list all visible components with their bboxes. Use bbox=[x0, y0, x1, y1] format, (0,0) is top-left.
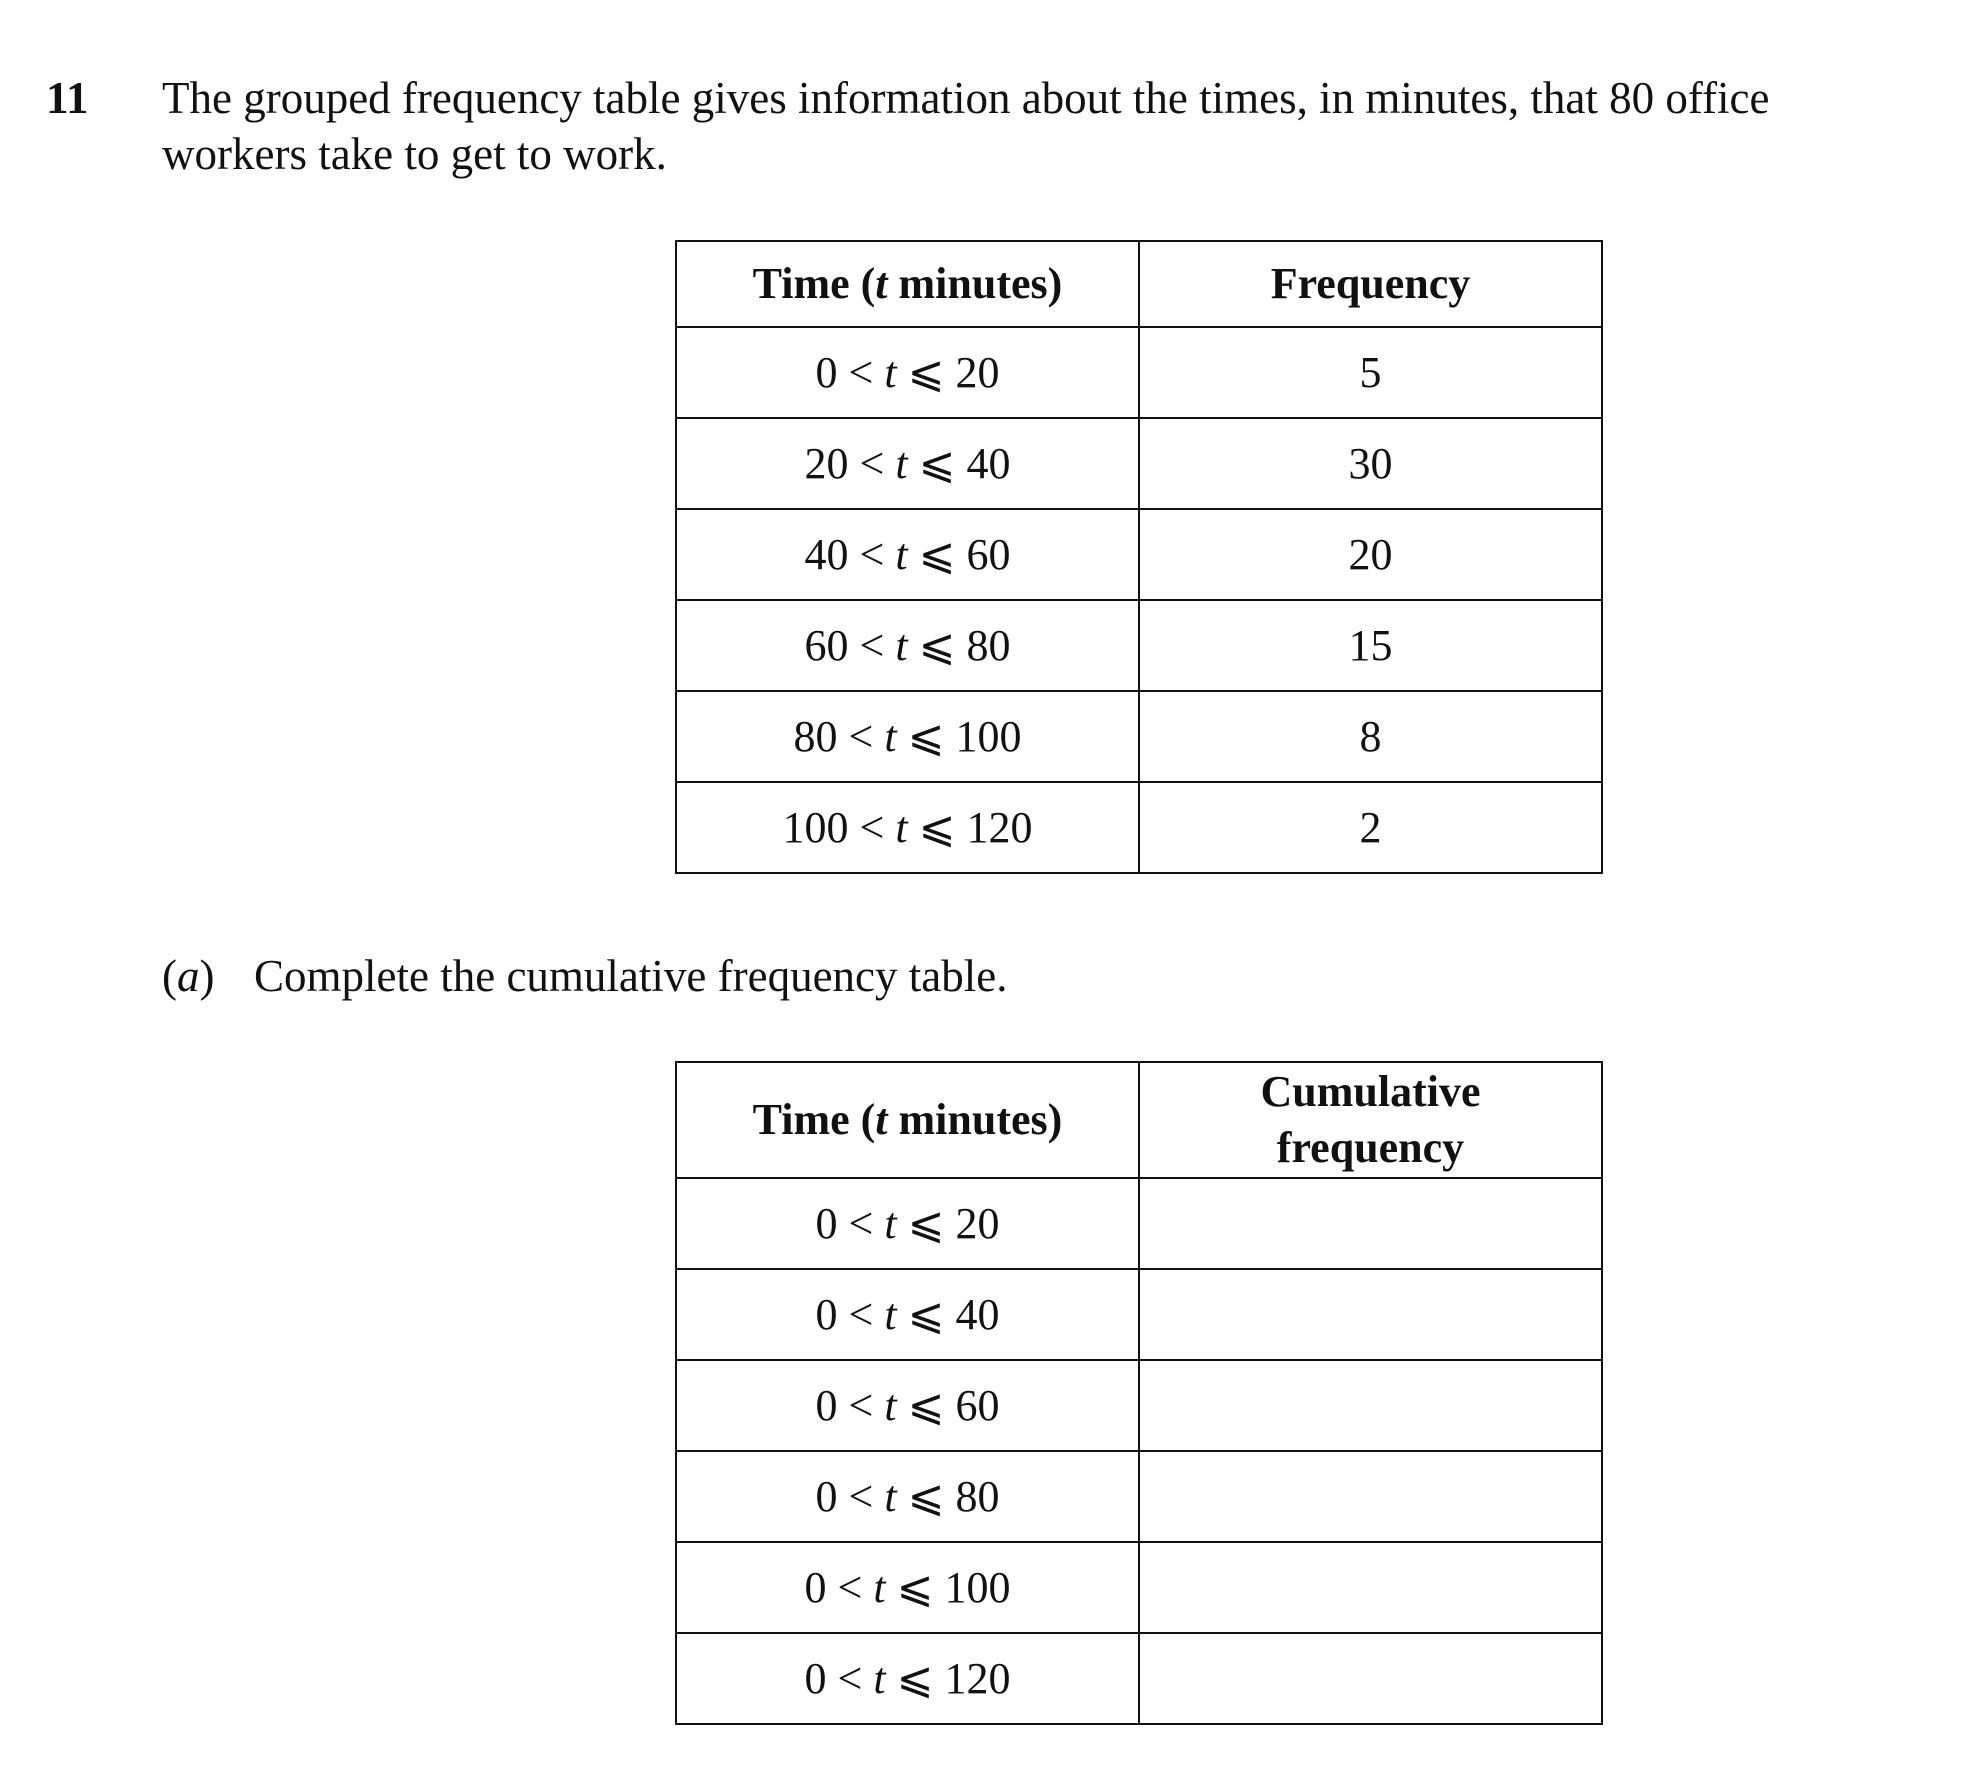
table-row bbox=[676, 1542, 1602, 1633]
frequency-cell: 20 bbox=[1139, 509, 1602, 600]
table-row bbox=[676, 1360, 1602, 1451]
table-row bbox=[676, 600, 1602, 691]
question-number: 11 bbox=[46, 73, 89, 123]
cumulative-frequency-answer-cell[interactable] bbox=[1139, 1178, 1602, 1269]
time-interval-cell: 0 < t ⩽ 40 bbox=[676, 1269, 1139, 1360]
time-interval-cell: 60 < t ⩽ 80 bbox=[676, 600, 1139, 691]
frequency-cell: 8 bbox=[1139, 691, 1602, 782]
table-row bbox=[676, 782, 1602, 873]
time-interval-cell: 0 < t ⩽ 120 bbox=[676, 1633, 1139, 1724]
cumulative-table-header-row bbox=[676, 1062, 1602, 1178]
time-column-header: Time (t minutes) bbox=[676, 241, 1139, 327]
cumulative-frequency-answer-cell[interactable] bbox=[1139, 1360, 1602, 1451]
frequency-table-header-row bbox=[676, 241, 1602, 327]
table-row bbox=[676, 418, 1602, 509]
frequency-column-header: Frequency bbox=[1139, 241, 1602, 327]
question-text-line-1: The grouped frequency table gives information about the times, in minutes, that 80 office bbox=[162, 73, 1770, 123]
cumulative-frequency-answer-cell[interactable] bbox=[1139, 1633, 1602, 1724]
cumulative-frequency-answer-cell[interactable] bbox=[1139, 1269, 1602, 1360]
part-a-instruction bbox=[162, 948, 1007, 1004]
time-interval-cell: 100 < t ⩽ 120 bbox=[676, 782, 1139, 873]
time-interval-cell: 20 < t ⩽ 40 bbox=[676, 418, 1139, 509]
part-a-label: (a) bbox=[162, 951, 215, 1001]
question-text bbox=[162, 70, 1962, 182]
table-row bbox=[676, 1269, 1602, 1360]
frequency-cell: 15 bbox=[1139, 600, 1602, 691]
table-row bbox=[676, 1178, 1602, 1269]
cumulative-frequency-answer-cell[interactable] bbox=[1139, 1451, 1602, 1542]
table-row bbox=[676, 509, 1602, 600]
frequency-cell: 30 bbox=[1139, 418, 1602, 509]
time-interval-cell: 0 < t ⩽ 20 bbox=[676, 327, 1139, 418]
cumulative-frequency-answer-cell[interactable] bbox=[1139, 1542, 1602, 1633]
time-column-header: Time (t minutes) bbox=[676, 1062, 1139, 1178]
table-row bbox=[676, 1633, 1602, 1724]
part-a-text: Complete the cumulative frequency table. bbox=[254, 951, 1008, 1001]
time-interval-cell: 0 < t ⩽ 100 bbox=[676, 1542, 1139, 1633]
time-interval-cell: 80 < t ⩽ 100 bbox=[676, 691, 1139, 782]
table-row bbox=[676, 327, 1602, 418]
cumulative-frequency-table bbox=[675, 1061, 1603, 1725]
time-interval-cell: 0 < t ⩽ 80 bbox=[676, 1451, 1139, 1542]
cumulative-frequency-column-header: Cumulative frequency bbox=[1139, 1062, 1602, 1178]
time-interval-cell: 0 < t ⩽ 60 bbox=[676, 1360, 1139, 1451]
frequency-table bbox=[675, 240, 1603, 874]
table-row bbox=[676, 1451, 1602, 1542]
frequency-cell: 5 bbox=[1139, 327, 1602, 418]
time-interval-cell: 40 < t ⩽ 60 bbox=[676, 509, 1139, 600]
frequency-cell: 2 bbox=[1139, 782, 1602, 873]
question-text-line-2: workers take to get to work. bbox=[162, 129, 667, 179]
time-interval-cell: 0 < t ⩽ 20 bbox=[676, 1178, 1139, 1269]
table-row bbox=[676, 691, 1602, 782]
